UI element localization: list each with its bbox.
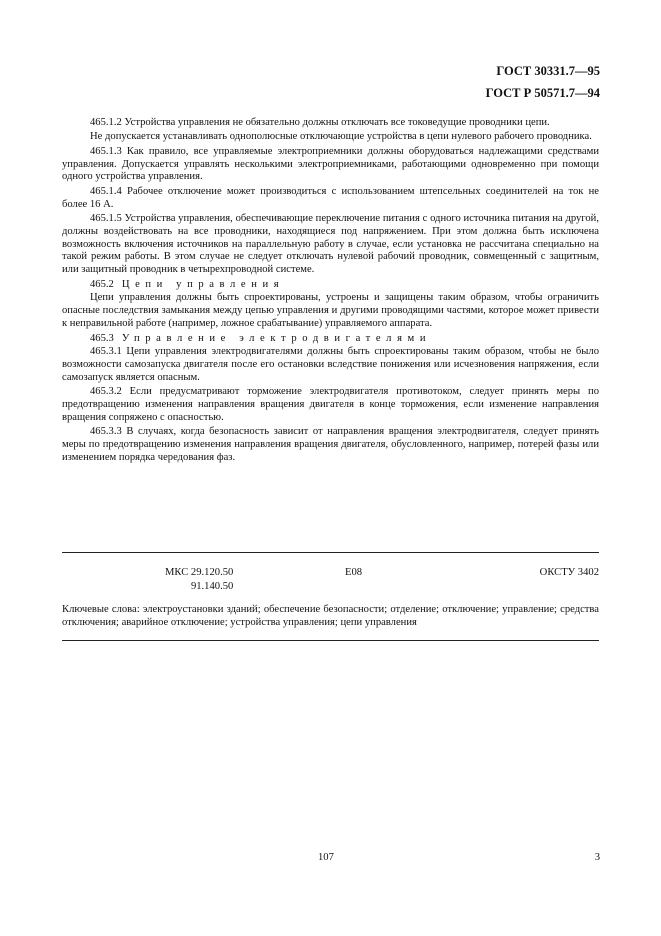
paragraph-465-3-3: 465.3.3 В случаях, когда безопасность зависит от направления вращения электродвигателя, следует принять меры по предотвращению изменения направления вращения двигателя, обусловленного, например, потерей фазы или изменением порядка чередования фаз. [62,426,599,464]
section-title: Цепи управления [121,278,285,290]
mks-code-1: МКС 29.120.50 [165,567,234,578]
section-number: 465.2 [90,278,114,290]
paragraph-465-1-5: 465.1.5 Устройства управления, обеспечивающие переключение питания с одного источника питания на другой, должны воздействовать на все проводники, находящиеся под напряжением. При этом должна быть исключена возможность включения источников на параллельную работу в случае, если установка не рассчитана специально на такой режим работы. В этом случае не следует отключать нулевой рабочий проводник, совмещенный с защитным, или защитный проводник в четырехпроводной системе. [62,212,599,276]
document-body [62,117,599,466]
divider-bottom [62,640,599,641]
sheet-number: 3 [594,852,600,863]
paragraph-465-1-3: 465.1.3 Как правило, все управляемые электроприемники должны оборудоваться надлежащими средствами управления. Допускается управлять несколькими электроприемниками, работающими одновременно при помощи одного устройства управления. [62,145,599,183]
keywords: Ключевые слова: электроустановки зданий; обеспечение безопасности; отделение; отключение; управление; средства отключения; аварийное отключение; устройства управления; цепи управления [62,604,599,629]
standard-designation-1: ГОСТ 30331.7—95 [496,64,600,78]
paragraph-465-1-2: 465.1.2 Устройства управления не обязательно должны отключать все токоведущие проводники цепи. [90,117,550,128]
mks-code-2: 91.140.50 [190,580,234,592]
section-title: Управление электродвигателями [121,332,432,344]
paragraph-465-3-2: 465.3.2 Если предусматривают торможение электродвигателя противотоком, следует принять меры по предотвращению изменения направления вращения двигателя в конце торможения, если изменение направления вращения сопряжено с опасностью. [62,386,599,424]
paragraph-465-3-1: 465.3.1 Цепи управления электродвигателями должны быть спроектированы таким образом, чтобы не было возможности самозапуска двигателя после его остановки вследствие понижения или исчезновения напряжения, если самозапуск является опасным. [62,346,599,384]
section-heading-465-2 [62,279,599,292]
section-number: 465.3 [90,332,114,344]
section-heading-465-3 [62,333,599,346]
paragraph-465-1-4: 465.1.4 Рабочее отключение может производиться с использованием штепсельных соединителей на ток не более 16 А. [62,185,599,210]
classification-code: Е08 [345,567,363,578]
page-number: 107 [318,852,334,863]
divider-top [62,552,599,553]
paragraph-control-circuits: Цепи управления должны быть спроектированы, устроены и защищены таким образом, чтобы ограничить опасные последствия замыкания между цепью управления и другими проводящими частями, которое может привести к неправильной работе (например, ложное срабатывание) управляемого аппарата. [62,292,599,330]
paragraph-single-pole-note: Не допускается устанавливать однополюсные отключающие устройства в цепи нулевого рабочего проводника. [90,131,592,143]
mks-codes [165,566,233,593]
okstu-code: ОКСТУ 3402 [539,567,599,578]
standard-designation-2: ГОСТ Р 50571.7—94 [485,86,600,100]
